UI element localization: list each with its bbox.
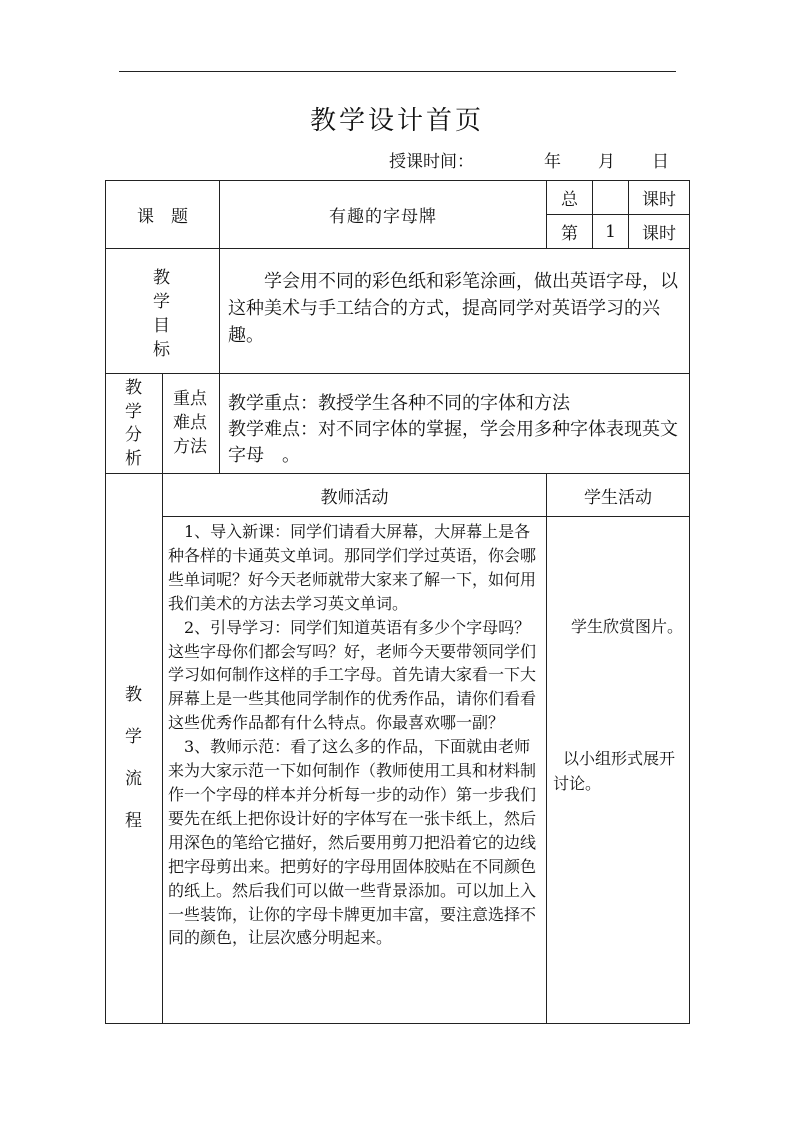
date-label: 授课时间： [389,152,474,172]
process-label-char: 程 [125,811,142,831]
teacher-activity-text [168,520,543,950]
keypoint-label [173,387,207,459]
topic-value-cell [219,180,547,249]
teacher-paragraph: 2、引导学习：同学们知道英语有多少个字母吗？这些字母你们都会写吗？好，老师今天要带领同学们学习如何制作这样的手工字母。首先请大家看一下大屏幕上是一些其他同学制作的优秀作品，请你们看看这些优秀作品都有什么特点。你最喜欢哪一副？ [168,617,537,733]
total-label-cell [546,180,593,215]
date-day: 日 [652,152,669,172]
student-header-cell [546,473,690,517]
teacher-paragraph: 1、导入新课：同学们请看大屏幕，大屏幕上是各种各样的卡通英文单词。那同学们学过英语，你会哪些单词呢？好今天老师就带大家来了解一下，如何用我们美术的方法去学习英文单词。 [168,522,537,613]
analysis-label-char: 分 [125,425,142,445]
goal-label-char: 标 [153,340,170,360]
goal-label-char: 学 [153,292,170,312]
nth-label: 第 [561,224,578,244]
analysis-label-char: 学 [125,401,142,422]
total-label: 总 [561,190,578,210]
date-year: 年 [544,152,561,172]
date-month: 月 [598,152,615,172]
keypoint-label-line: 方法 [173,437,207,457]
difficulty: 教学难点：对不同字体的掌握，学会用多种字体表现英文字母 。 [228,419,678,466]
student-activity-2: 以小组形式展开讨论。 [553,749,676,793]
goal-label-char: 目 [153,316,170,336]
total-unit-cell [628,180,690,215]
process-label-char: 教 [125,685,142,705]
teacher-activity-cell [162,516,547,1024]
key-point: 教学重点：教授学生各种不同的字体和方法 [228,393,570,414]
student-header: 学生活动 [584,487,652,508]
header-rule [119,71,676,72]
nth-value-cell [592,214,629,249]
goal-label-char: 教 [153,268,170,288]
total-value-cell [592,180,629,215]
analysis-label-cell [105,373,163,474]
process-label-char: 学 [125,727,142,747]
goal-text-cell [219,248,690,374]
keypoint-label-line: 重点 [173,389,207,409]
nth-label-cell [546,214,593,249]
nth-unit-cell [628,214,690,249]
analysis-label [125,377,142,471]
topic-value: 有趣的字母牌 [329,207,437,227]
topic-label-cell [105,180,220,249]
process-label [125,674,142,842]
analysis-label-char: 析 [125,448,142,469]
teacher-header-cell [162,473,547,517]
teacher-paragraph: 3、教师示范：看了这么多的作品，下面就由老师来为大家示范一下如何制作（教师使用工具和材料制作一个字母的样本并分析每一步的动作）第一步我们要先在纸上把你设计好的字体写在一张卡纸上，然后用深色的笔给它描好，然后要用剪刀把沿着它的边线把字母剪出来。把剪好的字母用固体胶贴在不同颜色的纸上。然后我们可以做一些背景添加。可以加上入一些装饰，让你的字母卡牌更加丰富，要注意选择不同的颜色，让层次感分明起来。 [168,737,537,948]
process-label-char: 流 [125,769,142,789]
topic-label: 课 题 [137,207,188,227]
analysis-text-cell [219,373,690,474]
analysis-text [228,391,688,469]
student-activity-1: 学生欣赏图片。 [571,617,684,636]
goal-text: 学会用不同的彩色纸和彩笔涂画，做出英语字母，以这种美术与手工结合的方式，提高同学对英语学习的兴趣。 [228,271,678,346]
total-unit: 课时 [642,190,676,210]
process-label-cell [105,473,163,1024]
page-title: 教学设计首页 [309,106,484,136]
goal-label [153,266,170,362]
keypoint-label-cell [162,373,220,474]
student-activity-cell [546,516,690,1024]
keypoint-label-line: 难点 [173,413,207,433]
nth-value: 1 [605,221,616,242]
nth-unit: 课时 [642,224,676,244]
analysis-label-char: 教 [125,378,142,398]
goal-label-cell [105,248,220,374]
teacher-header: 教师活动 [320,487,389,508]
